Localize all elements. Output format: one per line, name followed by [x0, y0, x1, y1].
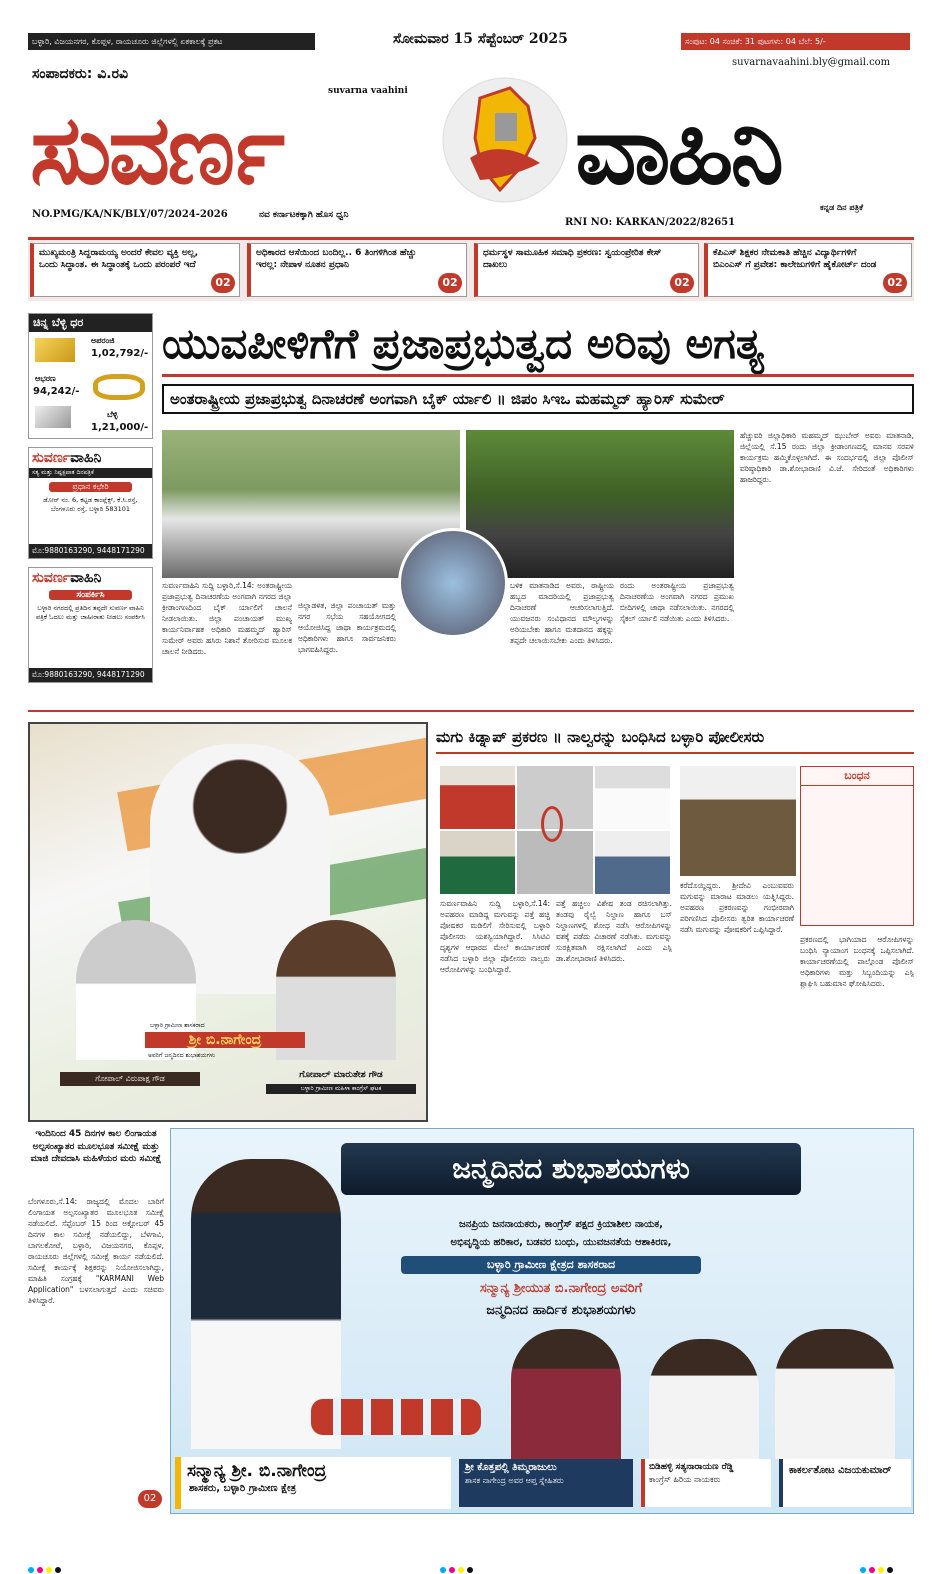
- teaser-text: ಅಧಿಕಾರದ ಆಸೆಯಿಂದ ಬಂದಿಲ್ಲ.. 6 ತಿಂಗಳಿಗಿಂತ ಹೆಚ್ಚು ಇರಲ್ಲ: ನೇಪಾಳ ನೂತನ ಪ್ರಧಾನಿ: [256, 248, 417, 270]
- lead-col: ರಂದು ಅಂತರಾಷ್ಟ್ರೀಯ ಪ್ರಜಾಪ್ರಭುತ್ವ ದಿನಾಚರಣೆಯ ಅಂಗವಾಗಿ ನಗರದ ಪ್ರಮುಖ ಬೀದಿಗಳಲ್ಲಿ ಜಾಥಾ ನಡೆಸಲಾಯಿತು. ನಗರದಲ್ಲಿ ಸೈಕಲ್ ರ್ಯಾಲಿ ನಡೆಯಿತು ಎಂದು ತಿಳಿಸಿದರು.: [620, 581, 734, 623]
- page-badge: 02: [138, 1490, 162, 1508]
- divider: [28, 710, 914, 712]
- silver-label: ಬೆಳ್ಳಿ: [107, 410, 118, 419]
- masthead-left: ಸುವರ್ಣ: [30, 94, 282, 206]
- bangles-icon: [93, 374, 145, 400]
- top-left-strip: ಬಳ್ಳಾರಿ, ವಿಜಯನಗರ, ಕೊಪ್ಪಳ, ರಾಯಚೂರು ಜಿಲ್ಲೆಗಳಲ್ಲಿ ಏಕಕಾಲಕ್ಕೆ ಪ್ರಕಟ: [28, 33, 315, 50]
- teaser-item[interactable]: [704, 243, 912, 297]
- issue-info: ಸಂಪುಟ: 04 ಸಂಚಿಕೆ: 31 ಪುಟಗಳು: 04 ಬೆಲೆ: 5/-: [681, 33, 910, 50]
- reg-no: NO.PMG/KA/NK/BLY/07/2024-2026: [32, 209, 228, 220]
- tagline: ನವ ಕರ್ನಾಟಕಕ್ಕಾಗಿ ಹೊಸ ಧ್ವನಿ: [259, 210, 349, 220]
- ad-line: ಬಳ್ಳಾರಿ ಗ್ರಾಮೀಣ ಕ್ಷೇತ್ರದ ಶಾಸಕರಾದ: [401, 1256, 701, 1274]
- lead-headline: ಯುವಪೀಳಿಗೆಗೆ ಪ್ರಜಾಪ್ರಭುತ್ವದ ಅರಿವು ಅಗತ್ಯ: [162, 313, 914, 377]
- issue-date: ಸೋಮವಾರ 15 ಸೆಪ್ಟೆಂಬರ್ 2025: [393, 31, 568, 47]
- ad-line: ಜನಪ್ರಿಯ ಜನನಾಯಕರು, ಕಾಂಗ್ರೆಸ್ ಪಕ್ಷದ ಕ್ರಿಯಾಶೀಲ ನಾಯಕ,: [459, 1219, 663, 1230]
- ad-office-title: ಪ್ರಧಾನ ಕಛೇರಿ: [49, 482, 132, 492]
- teaser-item[interactable]: [247, 243, 467, 297]
- ornament-price: 94,242/-: [33, 386, 80, 397]
- cctv-photo: [517, 766, 592, 829]
- ad-address: ಡೋರ್ ನಂ. 6, ಕಟ್ಟಡ ಕಾಂಪ್ಲೆಕ್ಸ್, ಕೆ.ಸಿ.ರಸ್ತೆ, ಬೆಂಗಳೂರು ರಸ್ತೆ, ಬಳ್ಳಾರಿ 583101: [43, 496, 138, 513]
- story2-col: ಸುವರ್ಣವಾಹಿನಿ ಸುದ್ದಿ ಬಳ್ಳಾರಿ,ಸೆ.14: ಅಪಹರಣ ಮಾಡಿದ್ದ ಮಗುವನ್ನು ಪತ್ತೆ ಹಚ್ಚಿ ಪೋಷಕರ ಮಡಿಲಿಗೆ ಸೇರಿಸುವಲ್ಲಿ ಬಳ್ಳಾರಿ ಪೊಲೀಸರು ಯಶಸ್ವಿಯಾಗಿದ್ದಾರೆ. ಸಿಸಿಟಿವಿ ದೃಶ್ಯಗಳ ಆಧಾರದ ಮೇಲೆ ಕಾರ್ಯಾಚರಣೆ ನಡೆಸಿದ ಬಳ್ಳಾರಿ ಜಿಲ್ಲಾ ಪೊಲೀಸರು ನಾಲ್ವರು ಆರೋಪಿಗಳನ್ನು ಬಂಧಿಸಿದ್ದಾರೆ.: [440, 899, 550, 974]
- silver-bar-icon: [35, 406, 71, 428]
- masthead-right: ವಾಹಿನಿ: [575, 94, 781, 206]
- gold-bar-icon: [35, 338, 75, 362]
- page-badge: 02: [670, 273, 694, 293]
- person-box: [779, 1459, 911, 1507]
- page-badge: 02: [883, 273, 907, 293]
- person-photo: [511, 1329, 621, 1459]
- leader-name: ಸನ್ಮಾನ್ಯ ಶ್ರೀ. ಬಿ.ನಾಗೇಂದ್ರ: [187, 1461, 327, 1481]
- ad-title-name: ಶ್ರೀ ಬಿ.ನಾಗೇಂದ್ರ: [145, 1032, 305, 1048]
- accused-photo: [440, 766, 515, 829]
- ad-sub: ಸತ್ಯ ಮತ್ತು ನಿಷ್ಪಕ್ಷಪಾತ ದಿನಪತ್ರಿಕೆ: [29, 468, 152, 478]
- person-role: ಬಳ್ಳಾರಿ ಗ್ರಾಮೀಣ ಮಹಿಳಾ ಕಾಂಗ್ರೆಸ್ ಘಟಕ: [266, 1084, 416, 1094]
- ad-title-small: ಬಳ್ಳಾರಿ ಗ್ರಾಮೀಣ ಶಾಸಕರಾದ: [150, 1022, 205, 1029]
- rose-bouquet-icon: [311, 1399, 481, 1435]
- lead-col: ಬಳಿಕ ಮಾತನಾಡಿದ ಅವರು, ರಾಷ್ಟ್ರೀಯ ಹಬ್ಬದ ಮಾದರಿಯಲ್ಲಿ ಪ್ರಜಾಪ್ರಭುತ್ವ ದಿನಾಚರಣೆ ಆಚರಿಸಲಾಗುತ್ತಿದೆ. ಯುವಜನರು ಸಂವಿಧಾನದ ಮೌಲ್ಯಗಳನ್ನು ಅರಿಯಬೇಕು ಹಾಗೂ ಮತದಾನದ ಹಕ್ಕನ್ನು ತಪ್ಪದೇ ಚಲಾಯಿಸಬೇಕು ಎಂದು ತಿಳಿಸಿದರು.: [510, 581, 614, 645]
- lead-col: ಹೆಚ್ಚುವರಿ ಜಿಲ್ಲಾಧಿಕಾರಿ ಮಹಮ್ಮದ್ ಝುಬೇರ್ ಅವರು ಮಾತನಾಡಿ, ಜಿಲ್ಲೆಯಲ್ಲಿ ಸೆ.15 ರಂದು ಜಿಲ್ಲಾ ಕ್ರೀಡಾಂಗಣದಲ್ಲಿ ಮಾನವ ಸರಪಳಿ ಕಾರ್ಯಕ್ರಮ ಹಮ್ಮಿಕೊಳ್ಳಲಾಗಿದೆ. ಈ ಸಂದರ್ಭದಲ್ಲಿ ಜಿಲ್ಲಾ ಪೊಲೀಸ್ ವರಿಷ್ಠಾಧಿಕಾರಿ ಡಾ.ಶೋಭಾರಾಣಿ ವಿ.ಜೆ. ಸೇರಿದಂತೆ ಅಧಿಕಾರಿಗಳು ಹಾಜರಿದ್ದರು.: [740, 431, 914, 484]
- person-name: ಬಿಡಿಹಳ್ಳಿ ಸತ್ಯನಾರಾಯಣ ರೆಡ್ಡಿ: [649, 1462, 734, 1472]
- lead-subhead: ಅಂತರಾಷ್ಟ್ರೀಯ ಪ್ರಜಾಪ್ರಭುತ್ವ ದಿನಾಚರಣೆ ಅಂಗವಾಗಿ ಬೈಕ್ ರ್ಯಾಲಿ ॥ ಜಿಪಂ ಸಿಇಒ ಮಹಮ್ಮದ್ ಹ್ಯಾರಿಸ್ ಸುಮೇರ್: [162, 384, 914, 414]
- karnataka-map-logo: [440, 68, 570, 208]
- print-registration-marks: [860, 1558, 893, 1574]
- birthday-ad-left: [28, 722, 428, 1122]
- teaser-text: ಧರ್ಮಸ್ಥಳ ಸಾಮೂಹಿಕ ಸಮಾಧಿ ಪ್ರಕರಣ: ಸ್ವಯಂಪ್ರೇರಿತ ಕೇಸ್ ದಾಖಲು: [483, 248, 662, 270]
- latin-name: suvarna vaahini: [328, 86, 408, 96]
- person-photo: [649, 1339, 759, 1459]
- silver-price: 1,21,000/-: [91, 422, 149, 433]
- print-registration-marks: [440, 1558, 473, 1574]
- ad-contact-text: ಬಳ್ಳಾರಿ ನಗರದಲ್ಲಿ ಪ್ರತಿದಿನ ತಪ್ಪದೇ ಸುವರ್ಣ ವಾಹಿನಿ ಪತ್ರಿಕೆ ಓದಲು ಮತ್ತು ಜಾಹೀರಾತು ನೀಡಲು ಸಂಪರ್ಕಿಸಿ: [35, 604, 145, 621]
- ad-banner-title: ಜನ್ಮದಿನದ ಶುಭಾಶಯಗಳು: [341, 1143, 801, 1195]
- ad-line: ಅಭಿವೃದ್ಧಿಯ ಹರಿಕಾರ, ಬಡವರ ಬಂಧು, ಯುವಜನತೆಯ ಆಶಾಕಿರಣ,: [450, 1237, 672, 1248]
- lead-col: ಜಿಲ್ಲಾಡಳಿತ, ಜಿಲ್ಲಾ ಪಂಚಾಯತ್ ಮತ್ತು ನಗರ ಸಭೆಯ ಸಹಯೋಗದಲ್ಲಿ ಆಯೋಜಿಸಿದ್ದ ಜಾಥಾ ಕಾರ್ಯಕ್ರಮದಲ್ಲಿ ಅಧಿಕಾರಿಗಳು ಹಾಗೂ ಸಾರ್ವಜನಿಕರು ಭಾಗವಹಿಸಿದ್ದರು.: [298, 601, 396, 654]
- teaser-text: ಕೆಪಿಎಸ್ ಶಿಕ್ಷಕರ ನೇಮಕಾತಿ ಹೆಚ್ಚಿನ ವಿದ್ಯಾರ್ಥಿಗಳಿಗೆ ಬಿಎಂಎಸ್ ಗೆ ಪ್ರವೇಶ: ಕಾಲೇಜುಗಳಿಗೆ ಹೈಕೋರ್ಟ್ ದಂಡ: [713, 248, 877, 270]
- person-name: ಕಾಕರ್ಲತೋಟ ವಿಜಯಕುಮಾರ್: [789, 1465, 892, 1476]
- page-badge: 02: [211, 273, 235, 293]
- ornament-label: ಆಭರಣ: [35, 374, 56, 383]
- print-registration-marks: [28, 1558, 61, 1574]
- sp-photo: [680, 766, 796, 876]
- riders-circle-photo: [398, 528, 508, 638]
- person-role: ಕಾಂಗ್ರೆಸ್ ಹಿರಿಯ ನಾಯಕರು: [649, 1475, 721, 1484]
- page-badge: 02: [438, 273, 462, 293]
- person-name: ಗೋಪಾಲ್ ವಿರುಪಾಕ್ಷ ಗೌಡ: [60, 1072, 200, 1086]
- gold-rate-title: ಚಿನ್ನ ಬೆಳ್ಳಿ ಧರ: [29, 314, 152, 332]
- leader-role: ಶಾಸಕರು, ಬಳ್ಳಾರಿ ಗ್ರಾಮೀಣ ಕ್ಷೇತ್ರ: [189, 1483, 297, 1494]
- lead-col: ಸುವರ್ಣವಾಹಿನಿ ಸುದ್ದಿ ಬಳ್ಳಾರಿ,ಸೆ.14: ಅಂತರಾಷ್ಟ್ರೀಯ ಪ್ರಜಾಪ್ರಭುತ್ವ ದಿನಾಚರಣೆಯ ಅಂಗವಾಗಿ ನಗರದ ಜಿಲ್ಲಾ ಕ್ರೀಡಾಂಗಣದಿಂದ ಬೈಕ್ ರ್ಯಾಲಿಗೆ ಚಾಲನೆ ನೀಡಲಾಯಿತು. ಜಿಲ್ಲಾ ಪಂಚಾಯತ್ ಮುಖ್ಯ ಕಾರ್ಯನಿರ್ವಾಹಕ ಅಧಿಕಾರಿ ಮಹಮ್ಮದ್ ಹ್ಯಾರಿಸ್ ಸುಮೇರ್ ಅವರು ಹಸಿರು ನಿಶಾನೆ ತೋರಿಸುವ ಮೂಲಕ ಚಾಲನೆ ನೀಡಿದರು.: [162, 581, 292, 656]
- person-photo: [775, 1329, 895, 1459]
- person-name: ಶ್ರೀ ಕೊತ್ತಪಲ್ಲಿ ತಿಮ್ಮರಾಜುಲು: [465, 1462, 557, 1473]
- gold-price: 1,02,792/-: [91, 348, 149, 359]
- rni-no: RNI NO: KARKAN/2022/82651: [565, 217, 736, 228]
- ad-line: ಜನ್ಮದಿನದ ಹಾರ್ದಿಕ ಶುಭಾಶಯಗಳು: [486, 1303, 636, 1318]
- story2-col: ಪತ್ತೆ ಹಚ್ಚಲು ವಿಶೇಷ ತಂಡ ರಚಿಸಲಾಗಿತ್ತು. ತಂಡವು ರೈಲ್ವೆ ನಿಲ್ದಾಣ ಹಾಗೂ ಬಸ್ ನಿಲ್ದಾಣಗಳಲ್ಲಿ ಶೋಧ ನಡೆಸಿ ಆರೋಪಿಗಳನ್ನು ವಶಕ್ಕೆ ಪಡೆದು ವಿಚಾರಣೆ ನಡೆಸಿತು. ಮಗುವನ್ನು ಸುರಕ್ಷಿತವಾಗಿ ರಕ್ಷಿಸಲಾಗಿದೆ ಎಂದು ಎಸ್ಪಿ ಡಾ.ಶೋಭಾರಾಣಿ ತಿಳಿಸಿದರು.: [556, 899, 672, 963]
- story3-body: ಬೆಂಗಳೂರು,ಸೆ.14: ರಾಜ್ಯದಲ್ಲಿ ಮೊದಲ ಬಾರಿಗೆ ಲಿಂಗಾಯತ ಅಲ್ಪಸಂಖ್ಯಾತರ ಮೂಲಭೂತ ಸಮೀಕ್ಷೆ ನಡೆಯಲಿದೆ. ಸೆಪ್ಟೆಂಬರ್ 15 ರಿಂದ ಅಕ್ಟೋಬರ್ 45 ದಿನಗಳ ಕಾಲ ಸಮೀಕ್ಷೆ ನಡೆಯಲಿದ್ದು, ಬೆಳಗಾವಿ, ಬಾಗಲಕೋಟೆ, ಬಳ್ಳಾರಿ, ವಿಜಯನಗರ, ಕೊಪ್ಪಳ, ರಾಯಚೂರು ಜಿಲ್ಲೆಗಳಲ್ಲಿ ಸಮೀಕ್ಷೆ ಕಾರ್ಯ ನಡೆಯಲಿದೆ. ಸಮೀಕ್ಷೆ ಕಾರ್ಯಕ್ಕೆ ಶಿಕ್ಷಕರನ್ನು ನಿಯೋಜಿಸಲಾಗಿದ್ದು, ಮಾಹಿತಿ ಸಂಗ್ರಹಕ್ಕೆ "KARMANI Web Application" ಬಳಸಲಾಗುತ್ತದೆ ಎಂದು ಸಚಿವರು ತಿಳಿಸಿದ್ದಾರೆ.: [28, 1197, 164, 1305]
- accused-photos: [440, 766, 670, 894]
- gold-rate-box: [28, 313, 153, 439]
- ad-line: ಸನ್ಮಾನ್ಯ ಶ್ರೀಯುತ ಬಿ.ನಾಗೇಂದ್ರ ಅವರಿಗೆ: [479, 1281, 643, 1296]
- bike-rally-photo: [466, 430, 734, 578]
- ad-phone: ಮೊ:9880163290, 9448171290: [29, 668, 152, 682]
- person-box: [641, 1459, 771, 1507]
- person-role: ಶಾಸಕ ನಾಗೇಂದ್ರ ಅವರ ಆಪ್ತ ಸ್ನೇಹಿತರು: [465, 1476, 564, 1485]
- ad-logo-right: ವಾಹಿನಿ: [70, 570, 102, 586]
- story2-col: ಪ್ರಕರಣದಲ್ಲಿ ಭಾಗಿಯಾದ ಆರೋಪಿಗಳನ್ನು ಬಂಧಿಸಿ ನ್ಯಾಯಾಂಗ ಬಂಧನಕ್ಕೆ ಒಪ್ಪಿಸಲಾಗಿದೆ. ಕಾರ್ಯಾಚರಣೆಯಲ್ಲಿ ಪಾಲ್ಗೊಂಡ ಪೊಲೀಸ್ ಅಧಿಕಾರಿಗಳು ಮತ್ತು ಸಿಬ್ಬಂದಿಯನ್ನು ಎಸ್ಪಿ ಶ್ಲಾಘಿಸಿ ಬಹುಮಾನ ಘೋಷಿಸಿದರು.: [800, 935, 914, 988]
- story2-col: ಕರೆದೊಯ್ದಿದ್ದರು. ಶ್ರೀದೇವಿ ಎಂಬುವವರು ಮಗುವನ್ನು ಮಾರಾಟ ಮಾಡಲು ಯತ್ನಿಸಿದ್ದರು. ಅಪಹರಣ ಪ್ರಕರಣವನ್ನು ಗಂಭೀರವಾಗಿ ಪರಿಗಣಿಸಿದ ಪೊಲೀಸರು ತ್ವರಿತ ಕಾರ್ಯಾಚರಣೆ ನಡೆಸಿ ಮಗುವನ್ನು ಪೋಷಕರಿಗೆ ಒಪ್ಪಿಸಿದ್ದಾರೆ.: [680, 881, 794, 934]
- paper-ad-2: [28, 567, 153, 683]
- teaser-text: ಮುಖ್ಯಮಂತ್ರಿ ಸಿದ್ದರಾಮಯ್ಯ ಅಂದರೆ ಕೇವಲ ವ್ಯಕ್ತಿ ಅಲ್ಲ, ಒಂದು ಸಿದ್ಧಾಂತ. ಈ ಸಿದ್ಧಾಂತಕ್ಕೆ ಒಂದು ಪರಂಪರೆ ಇದೆ: [39, 248, 199, 270]
- birthday-ad-bottom: [170, 1128, 914, 1514]
- accused-photo: [595, 831, 670, 894]
- gold-label: ಅಪರಂಜಿ: [91, 336, 115, 345]
- story2-headline: ಮಗು ಕಿಡ್ನಾಪ್ ಪ್ರಕರಣ ॥ ನಾಲ್ವರನ್ನು ಬಂಧಿಸಿದ ಬಳ್ಳಾರಿ ಪೋಲೀಸರು: [436, 722, 914, 754]
- story3-headline: ಇಂದಿನಿಂದ 45 ದಿನಗಳ ಕಾಲ ಲಿಂಗಾಯತ ಅಲ್ಪಸಂಖ್ಯಾತರ ಮೂಲಭೂತ ಸಮೀಕ್ಷೆ ಮತ್ತು ಮಾಜಿ ದೇವದಾಸಿ ಮಹಿಳೆಯರ ಮರು ಸಮೀಕ್ಷೆ: [30, 1129, 162, 1164]
- accused-photo: [440, 831, 515, 894]
- accused-photo: [595, 766, 670, 829]
- teaser-item[interactable]: [474, 243, 699, 297]
- paper-type: ಕನ್ನಡ ದಿನ ಪತ್ರಿಕೆ: [820, 203, 864, 212]
- ad-logo-left: ಸುವರ್ಣ: [32, 570, 71, 586]
- ad-phone: ಮೊ:9880163290, 9448171290: [29, 544, 152, 558]
- arrest-box: [800, 766, 914, 926]
- ad-logo-left: ಸುವರ್ಣ: [32, 450, 71, 466]
- editor: ಸಂಪಾದಕರು: ವಿ.ರವಿ: [32, 66, 129, 82]
- ad-contact-title: ಸಂಪರ್ಕಿಸಿ: [49, 590, 132, 600]
- arrest-box-title: ಬಂಧನ: [801, 767, 913, 786]
- person-name: ಗೋಪಾಲ್ ಮಾರುತೇಶ ಗೌಡ: [299, 1070, 383, 1080]
- email[interactable]: suvarnavaahini.bly@gmail.com: [732, 57, 891, 68]
- person-box: [459, 1459, 633, 1507]
- ad-sub: ಅವರಿಗೆ ಜನ್ಮದಿನದ ಶುಭಾಶಯಗಳು: [148, 1052, 216, 1059]
- leader-name-box: [175, 1457, 451, 1509]
- teaser-item[interactable]: [30, 243, 240, 297]
- paper-ad-1: [28, 447, 153, 559]
- ad-logo-right: ವಾಹಿನಿ: [70, 450, 102, 466]
